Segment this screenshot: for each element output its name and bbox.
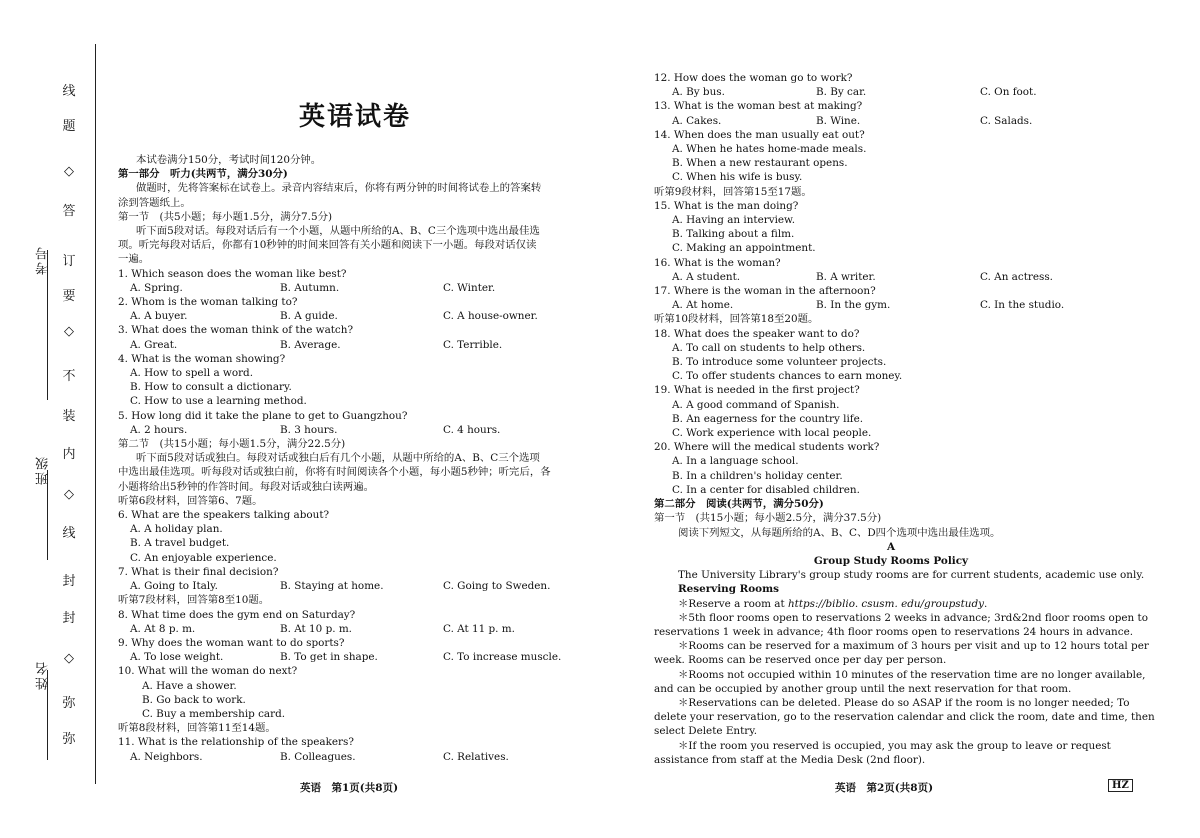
rule-text: ＊Reserve a room at	[678, 597, 788, 610]
rule-text: .	[984, 597, 988, 610]
question-1: 1. Which season does the woman like best?	[118, 267, 347, 280]
option-c: C. Salads.	[980, 114, 1033, 127]
section1-note: 听下面5段对话。每段对话后有一个小题，从题中所给的A、B、C三个选项中选出最佳选	[136, 225, 540, 238]
rule-5-cont: select Delete Entry.	[654, 725, 758, 738]
option-a: A. How to spell a word.	[130, 367, 254, 380]
footer-page-2: 英语 第2页(共8页)	[835, 782, 934, 794]
options-5	[118, 423, 598, 437]
passage-intro: The University Library's group study rooms are for current students, academic use only.	[678, 569, 1145, 582]
rule-6: ＊If the room you reserved is occupied, you may ask the group to leave or request	[678, 739, 1111, 752]
binding-char: 弥	[62, 696, 76, 711]
rule-2-cont: reservations 1 week in advance; 4th floor rooms open to reservations 24 hours in advance.	[654, 625, 1134, 638]
question-18: 18. What does the speaker want to do?	[654, 327, 860, 340]
option-a: A. 2 hours.	[130, 423, 188, 436]
binding-line	[95, 44, 96, 784]
option-a: A. In a language school.	[672, 455, 799, 468]
options-17	[654, 298, 1128, 312]
option-b: B. In a children's holiday center.	[672, 469, 843, 482]
option-c: C. A house-owner.	[443, 310, 538, 323]
rule-3: ＊Rooms can be reserved for a maximum of 3 hours per visit and up to 12 hours total per	[678, 640, 1149, 653]
diamond-icon: ◇	[64, 651, 74, 666]
option-b: B. Go back to work.	[142, 693, 246, 706]
options-12	[654, 85, 1128, 99]
option-c: C. Terrible.	[443, 338, 503, 351]
options-13	[654, 114, 1128, 128]
binding-char: 不	[62, 369, 76, 384]
question-17: 17. Where is the woman in the afternoon?	[654, 285, 876, 298]
option-a: A. Neighbors.	[130, 750, 203, 763]
option-c: C. In a center for disabled children.	[672, 483, 860, 496]
option-a: A. A good command of Spanish.	[672, 398, 840, 411]
question-5: 5. How long did it take the plane to get to Guangzhou?	[118, 409, 408, 422]
section2-note: 中选出最佳选项。听每段对话或独白前，你将有时间阅读各个小题，每小题5秒钟；听完后，各	[118, 466, 551, 479]
option-a: A. By bus.	[672, 86, 725, 99]
option-b: B. How to consult a dictionary.	[130, 381, 292, 394]
option-a: A. Spring.	[130, 281, 183, 294]
option-c: C. Buy a membership card.	[142, 707, 286, 720]
option-c: C. Relatives.	[443, 750, 509, 763]
option-b: B. Wine.	[816, 114, 861, 127]
option-a: A. Having an interview.	[672, 214, 796, 227]
question-6: 6. What are the speakers talking about?	[118, 509, 330, 522]
options-8	[118, 622, 598, 636]
part1-note: 做题时，先将答案标在试卷上。录音内容结束后，你将有两分钟的时间将试卷上的答案转	[136, 182, 542, 195]
passage-title: Group Study Rooms Policy	[813, 554, 969, 567]
binding-char: 题	[62, 119, 76, 134]
option-b: B. At 10 p. m.	[280, 622, 352, 635]
diamond-icon: ◇	[64, 324, 74, 339]
question-8: 8. What time does the gym end on Saturday?	[118, 608, 356, 621]
option-c: C. In the studio.	[980, 299, 1065, 312]
question-3: 3. What does the woman think of the watch?	[118, 324, 354, 337]
class-label: 班级	[36, 455, 51, 485]
options-11	[118, 750, 598, 764]
section1-note: 项。听完每段对话后，你都有10秒钟的时间来回答有关小题和阅读下一小题。每段对话仅读	[118, 239, 537, 252]
options-2	[118, 309, 598, 323]
rule-6-cont: assistance from staff at the Media Desk (2nd floor).	[654, 753, 926, 766]
section2-note: 听下面5段对话或独白。每段对话或独白后有几个小题，从题中所给的A、B、C三个选项	[136, 452, 540, 465]
question-19: 19. What is needed in the first project?	[654, 384, 860, 397]
binding-char: 答	[62, 204, 76, 219]
question-12: 12. How does the woman go to work?	[654, 72, 853, 84]
reserving-heading: Reserving Rooms	[678, 583, 779, 596]
binding-char: 装	[62, 409, 76, 424]
option-a: A. Great.	[130, 338, 178, 351]
material-7: 听第7段材料，回答第8至10题。	[118, 594, 270, 607]
question-7: 7. What is their final decision?	[118, 565, 279, 578]
corner-badge: HZ	[1108, 779, 1133, 792]
question-15: 15. What is the man doing?	[654, 199, 799, 212]
option-a: A. A holiday plan.	[130, 523, 223, 536]
option-c: C. Winter.	[443, 281, 496, 294]
name-label: 姓名	[36, 660, 51, 690]
option-b: B. Talking about a film.	[672, 228, 795, 241]
diamond-icon: ◇	[64, 164, 74, 179]
part2-note: 阅读下列短文，从每题所给的A、B、C、D四个选项中选出最佳选项。	[678, 526, 1001, 539]
option-c: C. An enjoyable experience.	[130, 551, 277, 564]
option-a: A. To call on students to help others.	[672, 341, 866, 354]
option-c: C. Work experience with local people.	[672, 427, 872, 440]
part2-heading: 第二部分 阅读(共两节，满分50分)	[654, 498, 824, 511]
page-title: 英语试卷	[298, 102, 411, 132]
footer-page-1: 英语 第1页(共8页)	[300, 782, 399, 794]
option-b: B. Colleagues.	[280, 750, 356, 763]
option-c: C. An actress.	[980, 270, 1053, 283]
option-a: A. Have a shower.	[142, 679, 237, 692]
option-a: A. A student.	[672, 270, 741, 283]
options-7	[118, 579, 598, 593]
binding-char: 线	[62, 526, 76, 541]
rule-3-cont: week. Rooms can be reserved once per day per person.	[654, 654, 947, 667]
section1-note: 一遍。	[118, 253, 150, 266]
option-c: C. 4 hours.	[443, 423, 501, 436]
binding-char: 封	[62, 574, 76, 589]
rule-4: ＊Rooms not occupied within 10 minutes of the reservation time are no longer available,	[678, 668, 1146, 681]
passage-letter: A	[886, 540, 896, 553]
question-14: 14. When does the man usually eat out?	[654, 128, 865, 141]
option-c: C. Going to Sweden.	[443, 580, 551, 593]
option-b: B. A travel budget.	[130, 537, 230, 550]
left-column	[118, 153, 598, 764]
question-9: 9. Why does the woman want to do sports?	[118, 636, 345, 649]
option-b: B. Average.	[280, 338, 341, 351]
option-c: C. When his wife is busy.	[672, 171, 803, 184]
option-b: B. 3 hours.	[280, 423, 338, 436]
option-a: A. When he hates home-made meals.	[672, 143, 867, 156]
binding-char: 内	[62, 447, 76, 462]
section2-note: 小题将给出5秒钟的作答时间。每段对话或独白读两遍。	[118, 480, 374, 493]
option-c: C. How to use a learning method.	[130, 395, 307, 408]
question-11: 11. What is the relationship of the speakers?	[118, 736, 354, 749]
option-c: C. At 11 p. m.	[443, 622, 515, 635]
question-2: 2. Whom is the woman talking to?	[118, 296, 298, 309]
option-a: A. At 8 p. m.	[130, 622, 196, 635]
question-16: 16. What is the woman?	[654, 256, 781, 269]
rule-5: ＊Reservations can be deleted. Please do so ASAP if the room is no longer needed; To	[678, 696, 1130, 709]
question-20: 20. Where will the medical students work?	[654, 441, 880, 454]
option-b: B. To get in shape.	[280, 651, 378, 664]
rule-5-cont: delete your reservation, go to the reservation calendar and click the room, date and time, then	[654, 711, 1155, 724]
options-1	[118, 281, 598, 295]
option-a: A. At home.	[672, 299, 734, 312]
section2-heading: 第二节 (共15小题；每小题1.5分，满分22.5分)	[118, 438, 346, 451]
option-a: A. Going to Italy.	[130, 580, 218, 593]
material-10: 听第10段材料，回答第18至20题。	[654, 313, 819, 326]
part1-note: 涂到答题纸上。	[118, 196, 191, 209]
question-4: 4. What is the woman showing?	[118, 352, 286, 365]
part2-section1-heading: 第一节 (共15小题；每小题2.5分，满分37.5分)	[654, 512, 882, 525]
diamond-icon: ◇	[64, 487, 74, 502]
option-c: C. On foot.	[980, 86, 1037, 99]
binding-char: 弥	[62, 732, 76, 747]
binding-char: 订	[62, 254, 76, 269]
option-c: C. Making an appointment.	[672, 242, 816, 255]
rule-1	[654, 597, 1128, 611]
reservation-url: https://biblio. csusm. edu/groupstudy	[787, 597, 985, 610]
binding-char: 线	[62, 84, 76, 99]
options-3	[118, 338, 598, 352]
binding-char: 要	[62, 289, 76, 304]
material-8: 听第8段材料，回答第11至14题。	[118, 722, 276, 735]
section1-heading: 第一节 (共5小题；每小题1.5分，满分7.5分)	[118, 210, 333, 223]
material-9: 听第9段材料，回答第15至17题。	[654, 185, 812, 198]
option-b: B. Staying at home.	[280, 580, 384, 593]
exam-number-label: 考号	[36, 245, 51, 275]
option-b: B. Autumn.	[280, 281, 340, 294]
part1-heading: 第一部分 听力(共两节，满分30分)	[118, 168, 288, 181]
binding-char: 封	[62, 611, 76, 626]
intro-text: 本试卷满分150分，考试时间120分钟。	[136, 154, 322, 166]
question-10: 10. What will the woman do next?	[118, 665, 298, 678]
material-6: 听第6段材料，回答第6、7题。	[118, 494, 263, 507]
option-b: B. A writer.	[816, 270, 876, 283]
option-c: C. To increase muscle.	[443, 651, 562, 664]
right-column	[654, 71, 1155, 767]
option-a: A. To lose weight.	[130, 651, 224, 664]
options-16	[654, 270, 1128, 284]
option-b: B. An eagerness for the country life.	[672, 412, 864, 425]
rule-4-cont: and can be occupied by another group until the next reservation for that room.	[654, 682, 1072, 695]
option-b: B. To introduce some volunteer projects.	[672, 356, 887, 369]
option-b: B. In the gym.	[816, 299, 891, 312]
options-9	[118, 650, 598, 664]
option-b: B. When a new restaurant opens.	[672, 157, 848, 170]
option-c: C. To offer students chances to earn money.	[672, 370, 903, 383]
option-b: B. A guide.	[280, 310, 338, 323]
question-13: 13. What is the woman best at making?	[654, 100, 863, 113]
rule-2: ＊5th floor rooms open to reservations 2 weeks in advance; 3rd&2nd floor rooms open to	[678, 611, 1148, 624]
option-a: A. Cakes.	[672, 114, 722, 127]
option-b: B. By car.	[816, 86, 867, 99]
option-a: A. A buyer.	[130, 310, 188, 323]
